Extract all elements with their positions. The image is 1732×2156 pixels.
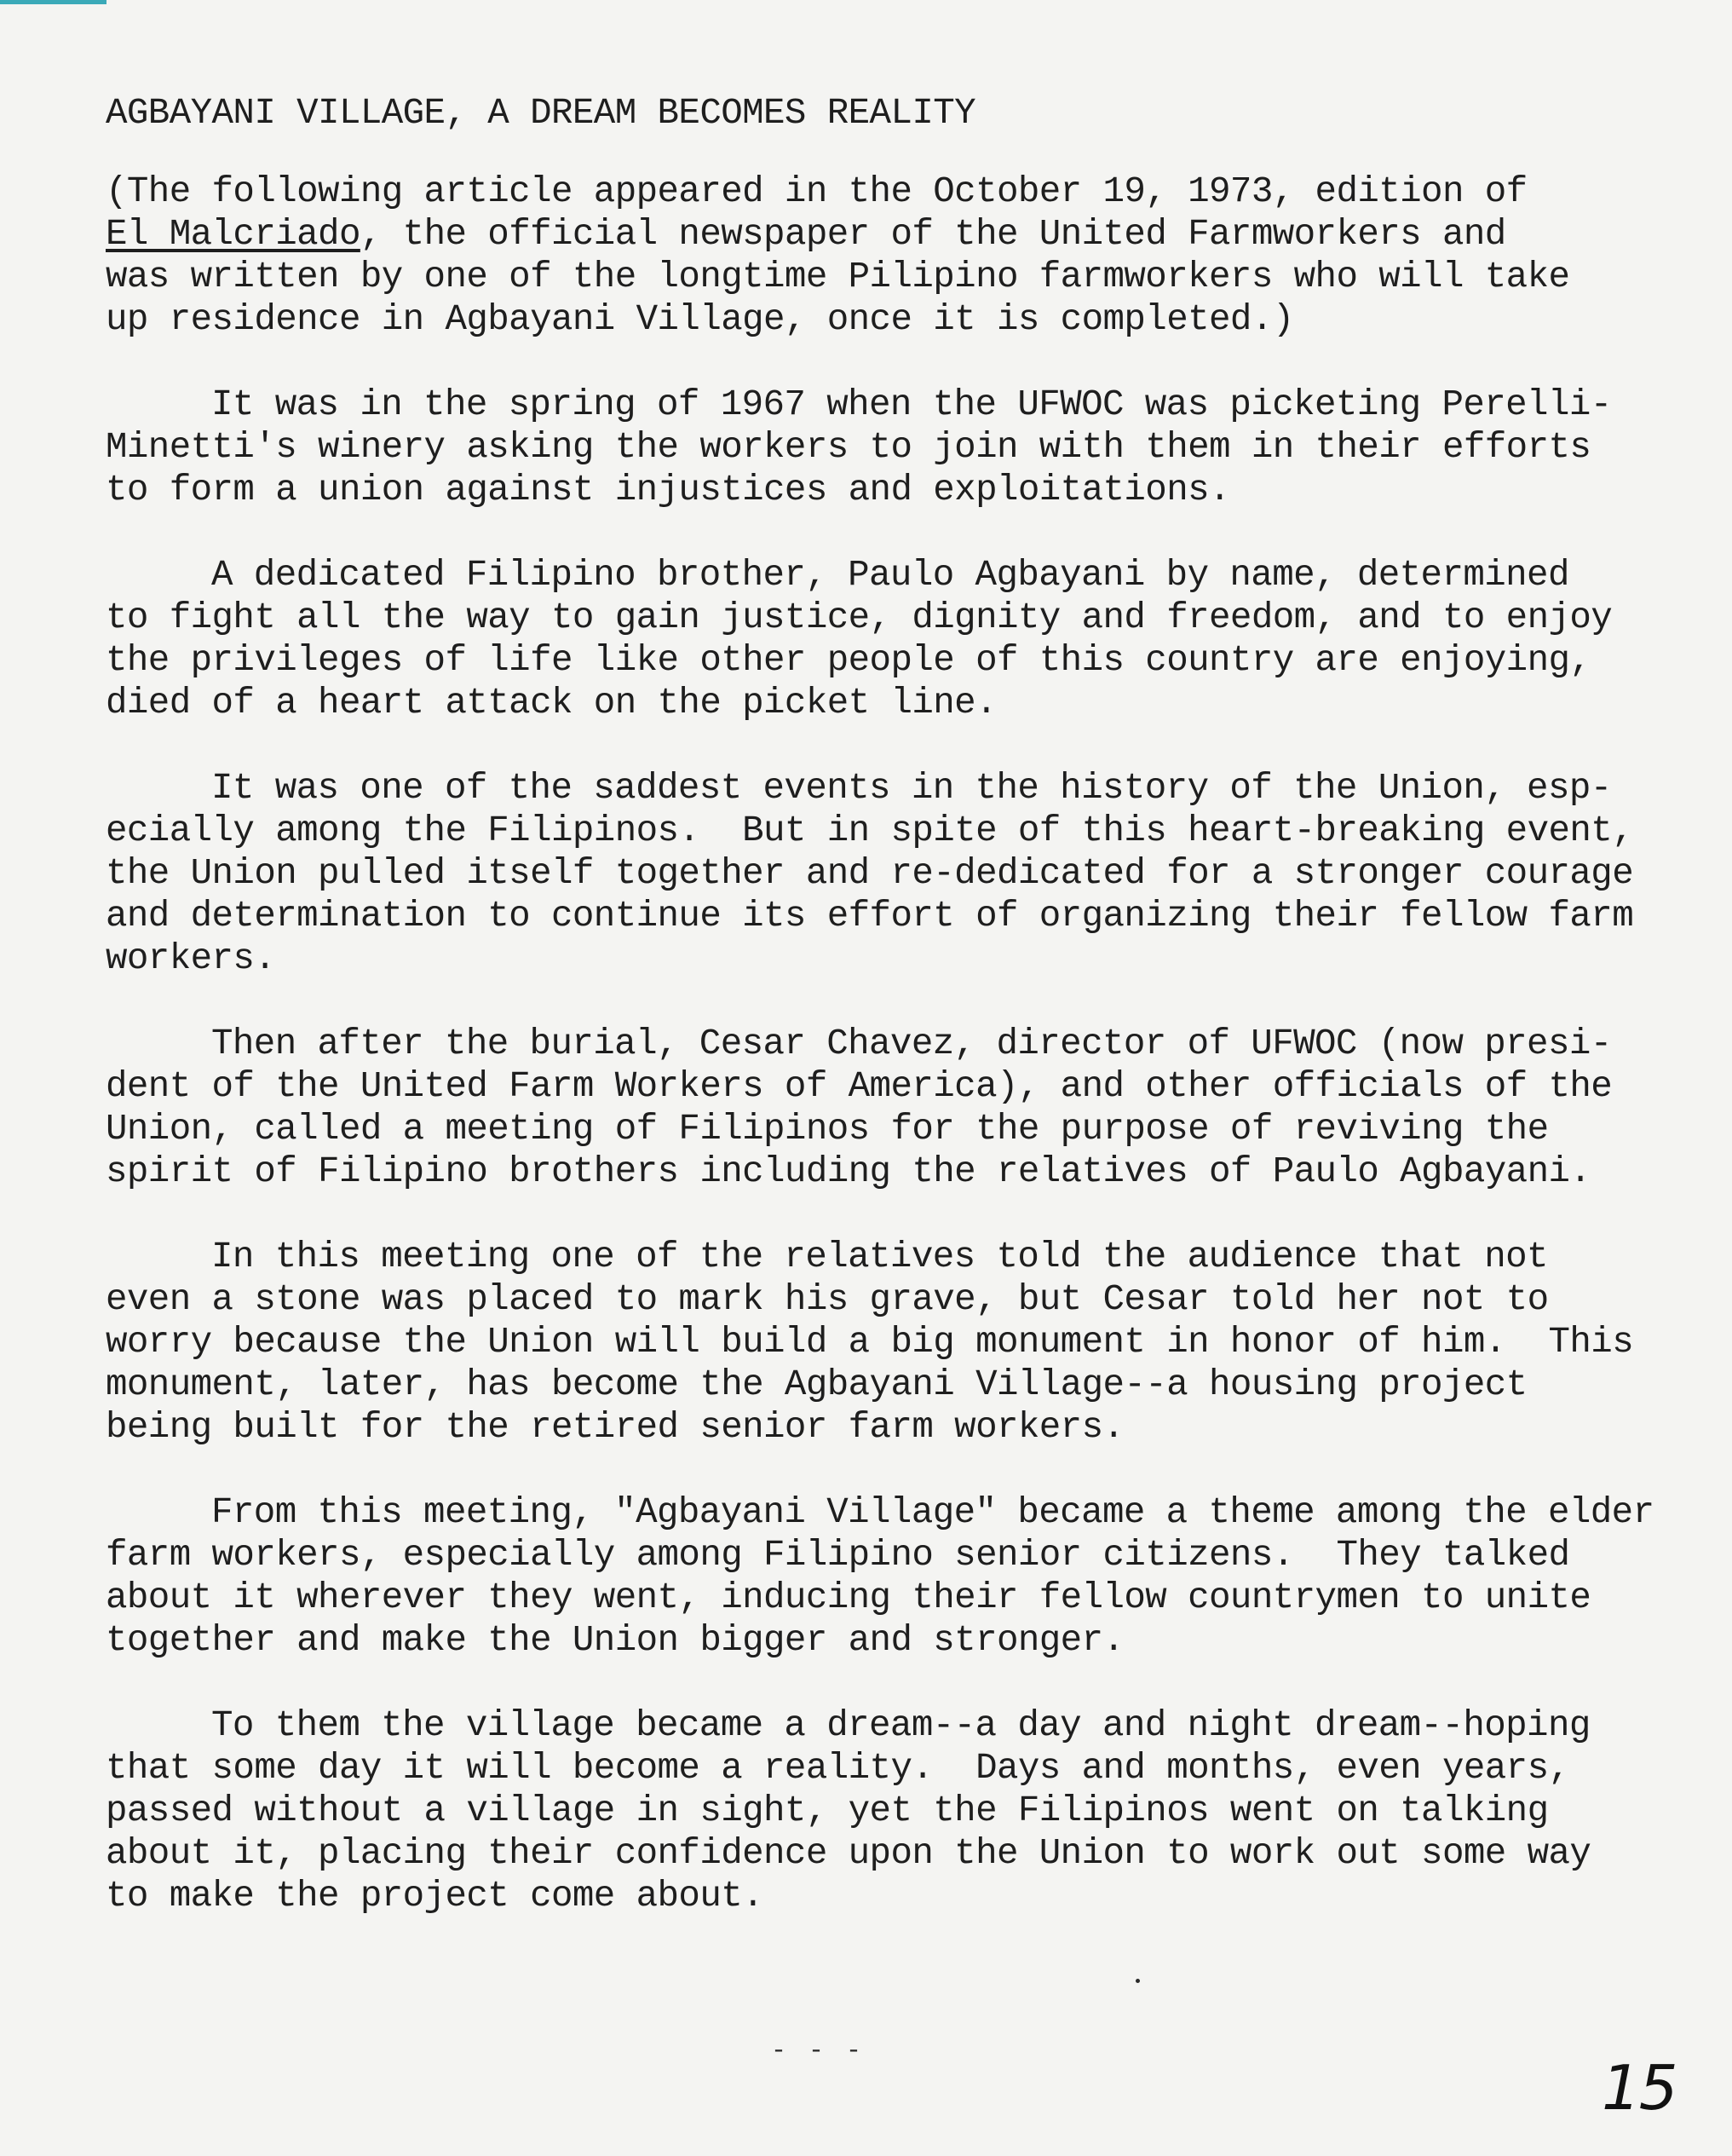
paragraph-line: To them the village became a dream--a day and night dream--hoping (211, 1705, 1591, 1746)
paragraph-line: the Union pulled itself together and re-dedicated for a stronger courage (106, 853, 1634, 894)
paragraph-line: Minetti's winery asking the workers to join with them in their efforts (106, 427, 1591, 468)
article-intro-note (106, 170, 1690, 341)
paragraph-line: Union, called a meeting of Filipinos for the purpose of reviving the (106, 1109, 1549, 1150)
intro-line: up residence in Agbayani Village, once it is completed.) (106, 299, 1294, 340)
paragraph-line: to fight all the way to gain justice, dignity and freedom, and to enjoy (106, 597, 1613, 638)
intro-line-rest: , the official newspaper of the United Farmworkers and (360, 214, 1506, 255)
stray-ink-dot (1136, 1979, 1140, 1983)
paragraph-line: dent of the United Farm Workers of America), and other officials of the (106, 1066, 1613, 1107)
paragraph-line: about it wherever they went, inducing their fellow countrymen to unite (106, 1577, 1591, 1618)
paragraph-line: spirit of Filipino brothers including the relatives of Paulo Agbayani. (106, 1151, 1591, 1192)
paragraph-line: farm workers, especially among Filipino senior citizens. They talked (106, 1535, 1570, 1576)
paragraph-dream (106, 1704, 1690, 1917)
intro-line: was written by one of the longtime Pilipino farmworkers who will take (106, 257, 1570, 297)
article-body (106, 92, 1690, 1960)
paragraph-after-burial (106, 1023, 1690, 1193)
paragraph-line: Then after the burial, Cesar Chavez, director of UFWOC (now presi- (211, 1023, 1612, 1064)
paragraph-line: It was in the spring of 1967 when the UFWOC was picketing Perelli- (211, 384, 1612, 425)
paragraph-line: From this meeting, "Agbayani Village" became a theme among the elder (211, 1492, 1654, 1533)
newspaper-name: El Malcriado (106, 214, 360, 255)
stray-ink-marks: - - - (771, 2037, 866, 2066)
intro-line: (The following article appeared in the October 19, 1973, edition of (106, 171, 1528, 212)
paragraph-line: ecially among the Filipinos. But in spite of this heart-breaking event, (106, 810, 1634, 851)
paragraph-line: the privileges of life like other people of this country are enjoying, (106, 640, 1591, 681)
article-title: AGBAYANI VILLAGE, A DREAM BECOMES REALITY (106, 93, 976, 134)
paragraph-line: It was one of the saddest events in the history of the Union, esp- (211, 768, 1612, 809)
paragraph-village-theme (106, 1491, 1690, 1662)
paragraph-line: A dedicated Filipino brother, Paulo Agbayani by name, determined (211, 555, 1569, 596)
paragraph-line: that some day it will become a reality. Days and months, even years, (106, 1748, 1570, 1789)
scan-edge-strip (0, 0, 106, 4)
paragraph-saddest-event (106, 767, 1690, 980)
paragraph-line: passed without a village in sight, yet the Filipinos went on talking (106, 1790, 1549, 1831)
paragraph-line: monument, later, has become the Agbayani Village--a housing project (106, 1364, 1528, 1405)
paragraph-meeting-monument (106, 1236, 1690, 1449)
paragraph-line: being built for the retired senior farm workers. (106, 1407, 1125, 1448)
intro-line (106, 213, 1690, 256)
paragraph-line: worry because the Union will build a big monument in honor of him. This (106, 1322, 1634, 1363)
paragraph-line: died of a heart attack on the picket line. (106, 683, 997, 723)
paragraph-line: even a stone was placed to mark his grave, but Cesar told her not to (106, 1279, 1549, 1320)
paragraph-picketing (106, 383, 1690, 511)
paragraph-line: to make the project come about. (106, 1876, 764, 1917)
paragraph-line: In this meeting one of the relatives told the audience that not (211, 1237, 1548, 1277)
paragraph-line: about it, placing their confidence upon the Union to work out some way (106, 1833, 1591, 1874)
paragraph-line: workers. (106, 938, 276, 979)
paragraph-line: to form a union against injustices and exploitations. (106, 470, 1230, 510)
paragraph-line: together and make the Union bigger and stronger. (106, 1620, 1125, 1661)
page-number: 15 (1602, 2052, 1677, 2124)
paragraph-paulo-agbayani (106, 554, 1690, 724)
paragraph-line: and determination to continue its effort of organizing their fellow farm (106, 896, 1634, 937)
